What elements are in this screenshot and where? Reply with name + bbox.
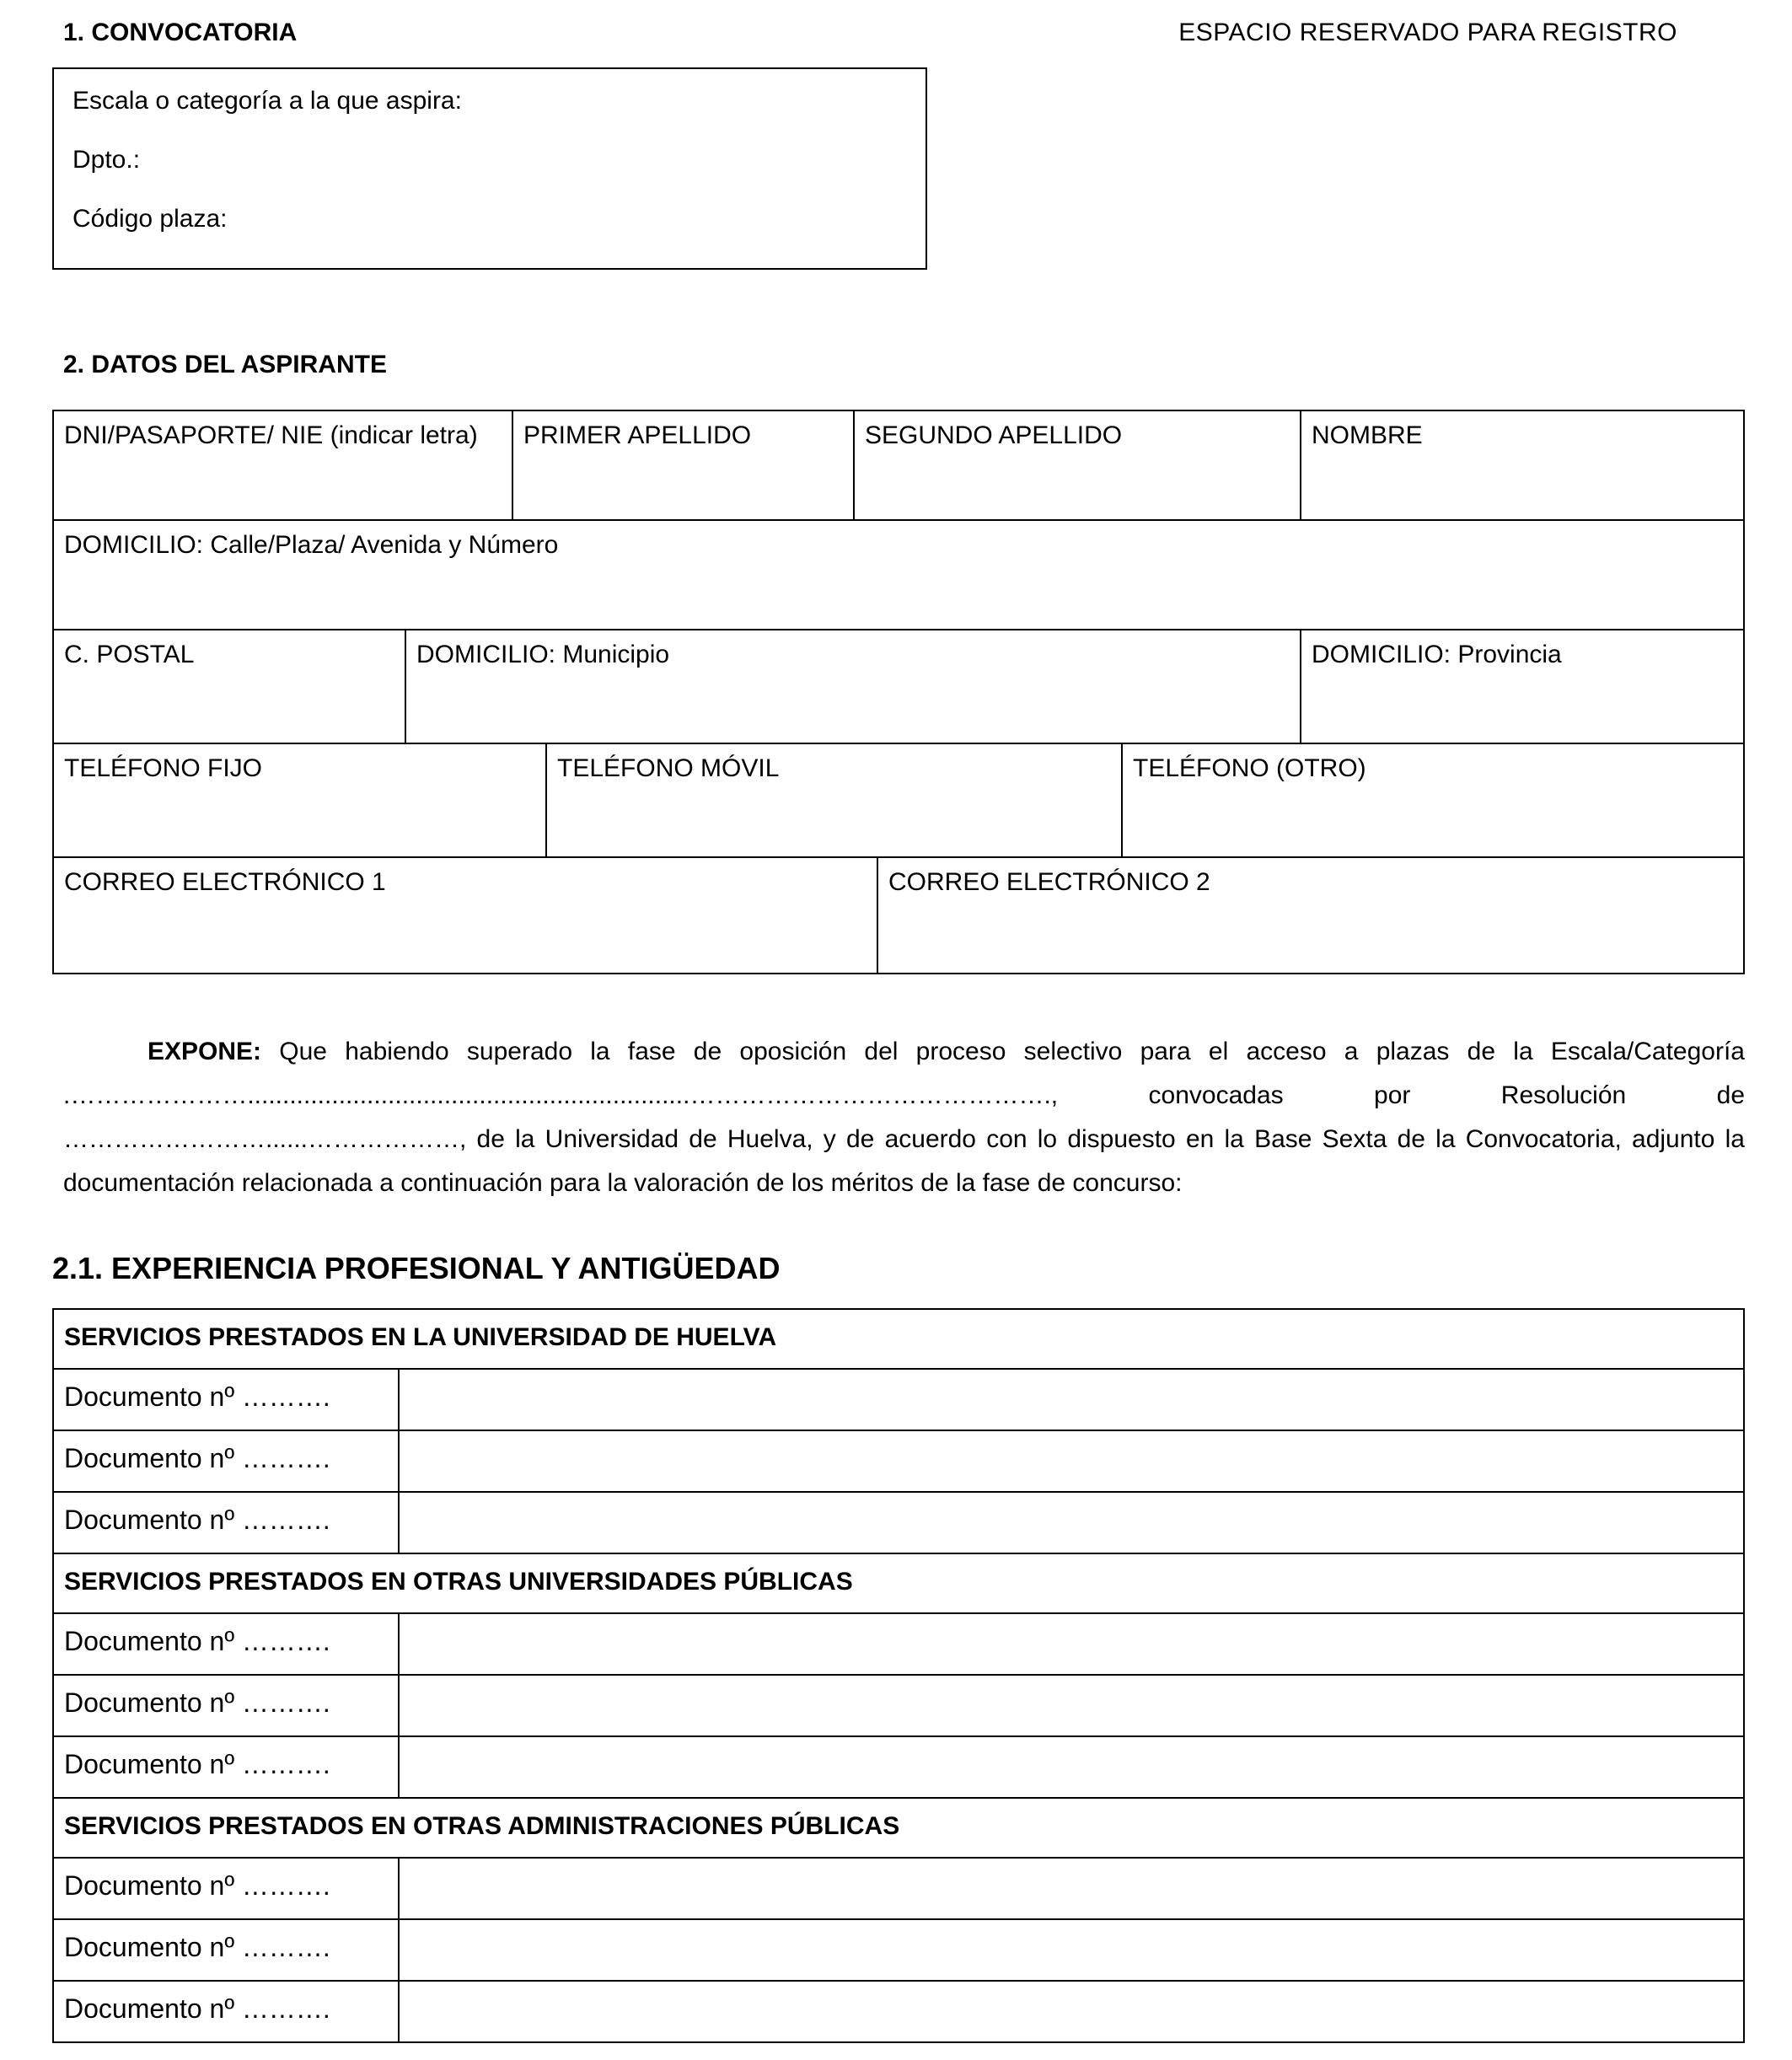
table-row <box>54 1370 1743 1431</box>
correo-2-label: CORREO ELECTRÓNICO 2 <box>888 868 1210 896</box>
document-number-cell[interactable]: Documento nº ………. <box>54 1676 400 1735</box>
table-row <box>54 744 1743 858</box>
section-2-title: 2. DATOS DEL ASPIRANTE <box>63 351 387 378</box>
document-number-cell[interactable]: Documento nº ………. <box>54 1431 400 1491</box>
nombre-label: NOMBRE <box>1312 421 1423 449</box>
codigo-plaza-label: Código plaza: <box>72 205 228 233</box>
document-number-cell[interactable]: Documento nº ………. <box>54 1737 400 1797</box>
provincia-label: DOMICILIO: Provincia <box>1312 641 1562 668</box>
document-number-cell[interactable]: Documento nº ………. <box>54 1920 400 1980</box>
document-fill-cell[interactable] <box>400 1982 1743 2041</box>
escala-categoria-label: Escala o categoría a la que aspira: <box>72 87 462 115</box>
dni-label: DNI/PASAPORTE/ NIE (indicar letra) <box>64 421 478 449</box>
document-number-cell[interactable]: Documento nº ………. <box>54 1614 400 1674</box>
field-segundo-apellido[interactable] <box>855 411 1301 519</box>
segundo-apellido-label: SEGUNDO APELLIDO <box>865 421 1123 449</box>
document-fill-cell[interactable] <box>400 1431 1743 1491</box>
table-row <box>54 1431 1743 1493</box>
field-domicilio-municipio[interactable] <box>406 630 1301 743</box>
experience-table <box>52 1308 1745 2043</box>
field-telefono-otro[interactable] <box>1123 744 1743 856</box>
field-codigo-postal[interactable] <box>54 630 406 743</box>
field-codigo-plaza[interactable] <box>72 204 907 234</box>
convocatoria-box <box>52 67 927 270</box>
table-row <box>54 1493 1743 1554</box>
document-fill-cell[interactable] <box>400 1920 1743 1980</box>
document-number-cell[interactable]: Documento nº ………. <box>54 1859 400 1918</box>
table-row <box>54 1614 1743 1676</box>
section-2-1-title: 2.1. EXPERIENCIA PROFESIONAL Y ANTIGÜEDAD <box>52 1251 781 1285</box>
field-domicilio-calle[interactable] <box>54 521 1743 629</box>
table-row <box>54 858 1743 973</box>
field-telefono-movil[interactable] <box>547 744 1123 856</box>
document-number-cell[interactable]: Documento nº ………. <box>54 1370 400 1430</box>
document-fill-cell[interactable] <box>400 1676 1743 1735</box>
field-correo-2[interactable] <box>878 858 1743 973</box>
experience-section-header: SERVICIOS PRESTADOS EN LA UNIVERSIDAD DE HUELVA <box>54 1310 1743 1370</box>
document-fill-cell[interactable] <box>400 1614 1743 1674</box>
document-number-cell[interactable]: Documento nº ………. <box>54 1493 400 1553</box>
section-1-title: 1. CONVOCATORIA <box>63 19 298 46</box>
telefono-otro-label: TELÉFONO (OTRO) <box>1133 754 1366 782</box>
field-correo-1[interactable] <box>54 858 878 973</box>
page-header <box>52 19 1745 47</box>
table-row <box>54 1676 1743 1737</box>
dpto-label: Dpto.: <box>72 146 141 174</box>
field-nombre[interactable] <box>1301 411 1743 519</box>
field-dni[interactable] <box>54 411 513 519</box>
experience-section-header: SERVICIOS PRESTADOS EN OTRAS UNIVERSIDADES PÚBLICAS <box>54 1554 1743 1614</box>
table-row <box>54 1737 1743 1799</box>
registry-space-label: ESPACIO RESERVADO PARA REGISTRO <box>1178 19 1677 46</box>
field-escala-categoria[interactable] <box>72 86 907 116</box>
field-primer-apellido[interactable] <box>513 411 855 519</box>
table-row <box>54 521 1743 630</box>
table-row <box>54 1982 1743 2041</box>
primer-apellido-label: PRIMER APELLIDO <box>523 421 752 449</box>
table-row <box>54 1920 1743 1982</box>
document-number-cell[interactable]: Documento nº ………. <box>54 1982 400 2041</box>
table-row <box>54 411 1743 521</box>
experience-section-header: SERVICIOS PRESTADOS EN OTRAS ADMINISTRACIONES PÚBLICAS <box>54 1799 1743 1859</box>
field-telefono-fijo[interactable] <box>54 744 547 856</box>
expone-label: EXPONE: <box>148 1038 262 1065</box>
document-fill-cell[interactable] <box>400 1493 1743 1553</box>
document-fill-cell[interactable] <box>400 1370 1743 1430</box>
municipio-label: DOMICILIO: Municipio <box>416 641 670 668</box>
field-domicilio-provincia[interactable] <box>1301 630 1743 743</box>
expone-paragraph <box>63 1030 1745 1205</box>
table-row <box>54 630 1743 744</box>
document-fill-cell[interactable] <box>400 1859 1743 1918</box>
codigo-postal-label: C. POSTAL <box>64 641 195 668</box>
domicilio-calle-label: DOMICILIO: Calle/Plaza/ Avenida y Número <box>64 531 559 559</box>
field-dpto[interactable] <box>72 145 907 175</box>
telefono-movil-label: TELÉFONO MÓVIL <box>557 754 780 782</box>
table-row <box>54 1859 1743 1920</box>
correo-1-label: CORREO ELECTRÓNICO 1 <box>64 868 386 896</box>
expone-text: Que habiendo superado la fase de oposición del proceso selectivo para el acceso a plazas de la Escala/Categoría .…………………...............................................................……………………………………., convocadas por Resolución de ……………………......………………, de la Universidad de Huelva, y de acuerdo con lo dispuesto en la Base Sexta de la Convocatoria, adjunto la documentación relacionada a continuación para la valoración de los méritos de la fase de concurso: <box>63 1038 1745 1197</box>
document-fill-cell[interactable] <box>400 1737 1743 1797</box>
applicant-data-table <box>52 410 1745 974</box>
telefono-fijo-label: TELÉFONO FIJO <box>64 754 263 782</box>
